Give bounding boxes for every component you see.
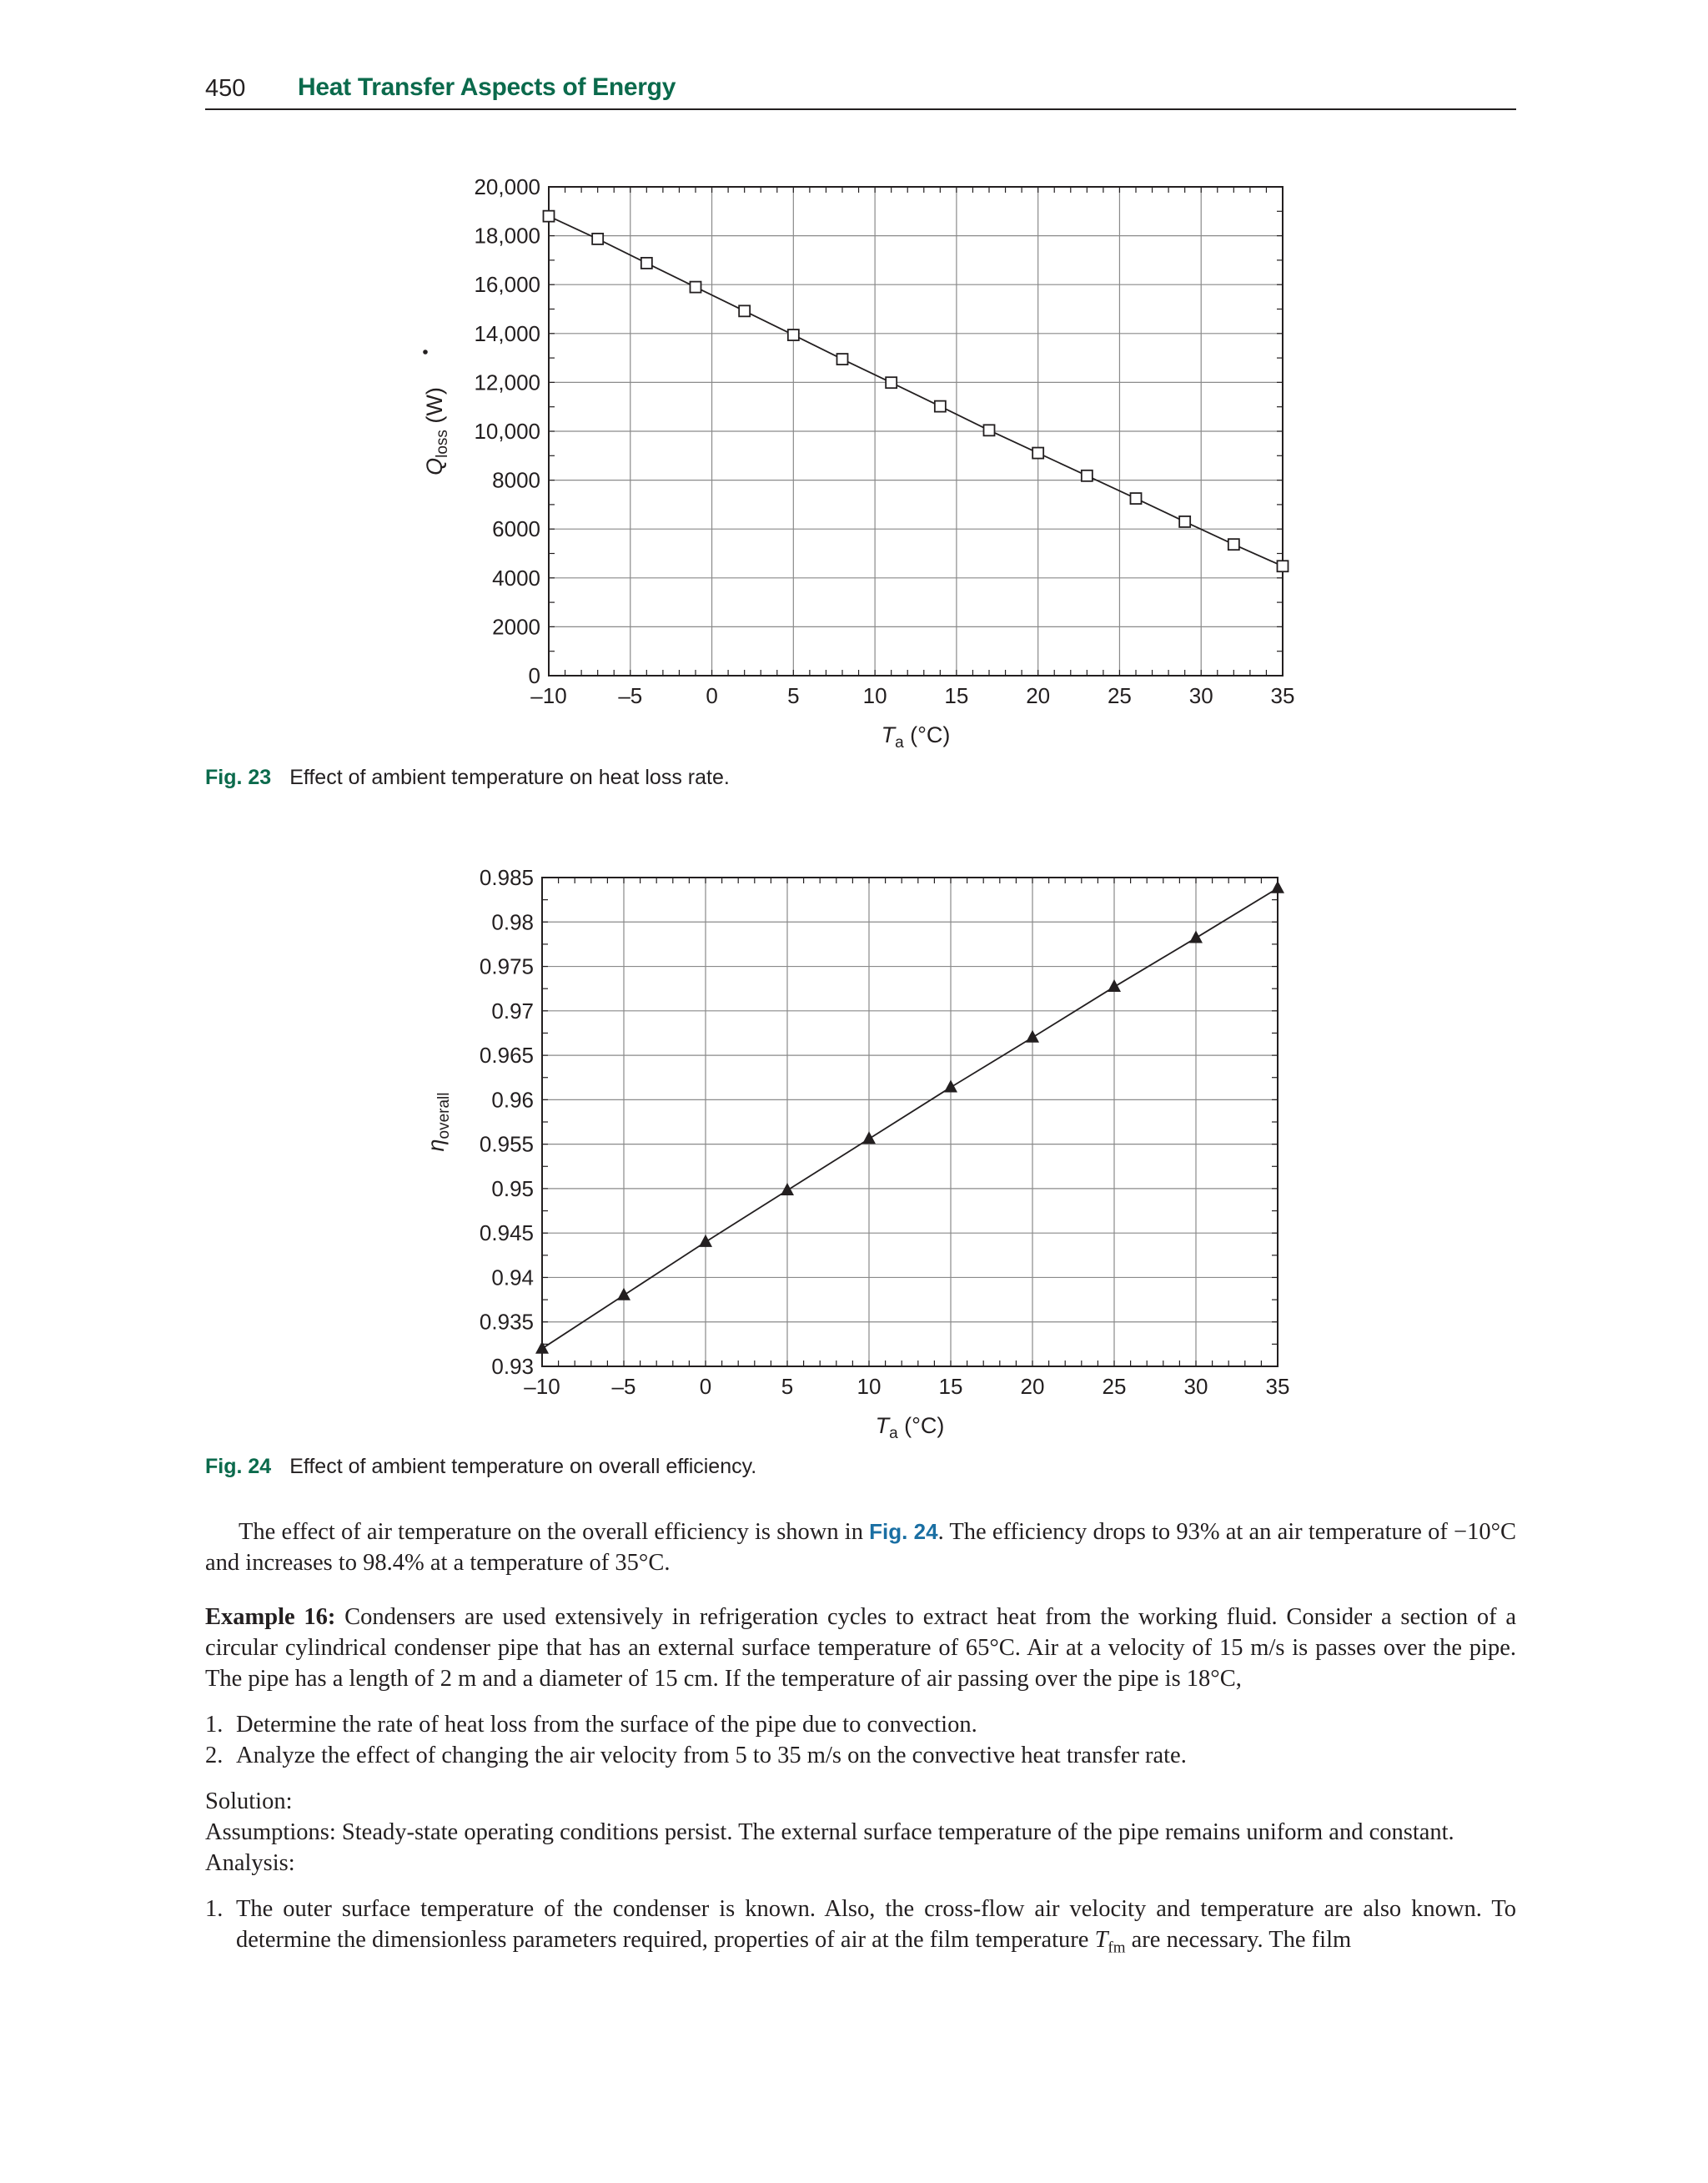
x-tick-label: 30 <box>1183 1374 1208 1399</box>
y-tick-label: 0.95 <box>491 1175 534 1201</box>
question-list <box>205 1709 1516 1771</box>
data-point-square <box>691 282 701 293</box>
data-point-triangle <box>862 1131 876 1144</box>
q-dot-accent <box>423 350 428 355</box>
y-axis-title: $\eta_{overall}$ <box>424 1092 453 1152</box>
x-axis-title: $T_a$ (°C) <box>881 722 951 752</box>
data-point-square <box>544 211 555 222</box>
x-tick-label: 20 <box>1026 683 1051 708</box>
y-tick-label: 0.98 <box>491 909 534 935</box>
paragraph-text: The effect of air temperature on the overall efficiency is shown in <box>239 1519 870 1545</box>
efficiency-chart <box>0 834 1708 1442</box>
data-point-triangle <box>699 1235 712 1247</box>
data-point-square <box>935 401 946 412</box>
data-point-square <box>788 329 799 340</box>
x-tick-label: 30 <box>1188 683 1213 708</box>
list-text: are necessary. The film <box>1125 1927 1352 1953</box>
data-point-square <box>1032 448 1043 459</box>
x-tick-label: 15 <box>938 1374 963 1399</box>
x-tick-label: 10 <box>857 1374 882 1399</box>
data-point-triangle <box>781 1183 794 1195</box>
x-tick-label: 35 <box>1265 1374 1290 1399</box>
analysis-heading: Analysis: <box>205 1850 295 1876</box>
x-axis-title: $T_a$ (°C) <box>875 1413 945 1442</box>
x-tick-label: –5 <box>611 1374 636 1399</box>
data-point-square <box>592 234 603 244</box>
y-tick-label: 18,000 <box>474 223 540 249</box>
y-tick-label: 0.975 <box>479 953 534 979</box>
figure-23-label: Fig. 23 <box>205 766 272 789</box>
y-tick-label: 0.97 <box>491 998 534 1024</box>
x-tick-label: 25 <box>1107 683 1132 708</box>
x-tick-label: 15 <box>944 683 969 708</box>
y-tick-label: 12,000 <box>474 370 540 395</box>
y-tick-label: 4000 <box>492 565 540 591</box>
figure-24-text: Effect of ambient temperature on overall efficiency. <box>289 1455 757 1478</box>
figure-23-caption <box>205 766 730 790</box>
y-tick-label: 16,000 <box>474 272 540 298</box>
data-point-square <box>886 377 897 388</box>
example-text: Condensers are used extensively in refrigeration cycles to extract heat from the working fluid. Consider a section of a circular cylindrical condenser pipe that has an external surface temperature of 65°C. Air at a velocity of 15 m/s is passes over the pipe. The pipe has a length of 2 m and a diameter of 15 cm. If the temperature of air passing over the pipe is 18°C, <box>205 1604 1516 1692</box>
data-point-triangle <box>1026 1030 1039 1043</box>
example-label: Example 16: <box>205 1604 336 1630</box>
data-point-triangle <box>1189 930 1203 943</box>
x-tick-label: 25 <box>1102 1374 1127 1399</box>
data-point-triangle <box>1108 979 1121 992</box>
body-text <box>205 1517 1516 1964</box>
data-point-square <box>837 354 848 365</box>
data-point-square <box>1228 539 1239 550</box>
x-tick-label: 20 <box>1020 1374 1045 1399</box>
example-16-paragraph <box>205 1602 1516 1694</box>
data-point-triangle <box>1271 881 1284 893</box>
list-text: The outer surface temperature of the condenser is known. Also, the cross-flow air velocity and temperature are also known. To determine the dimensionless parameters required, properties of air at the film temperature <box>236 1896 1516 1953</box>
data-point-square <box>641 258 652 269</box>
y-tick-label: 0.945 <box>479 1220 534 1246</box>
figure-24-caption <box>205 1455 756 1479</box>
x-tick-label: –10 <box>524 1374 560 1399</box>
y-tick-label: 0.93 <box>491 1354 534 1379</box>
film-temperature-symbol: T <box>1094 1927 1108 1953</box>
list-item <box>205 1894 1516 1964</box>
series-line <box>542 888 1278 1349</box>
y-axis-title: $Q_{loss}$ (W) <box>422 387 451 475</box>
solution-heading: Solution: <box>205 1788 293 1814</box>
y-tick-label: 14,000 <box>474 320 540 346</box>
y-tick-label: 0.955 <box>479 1131 534 1157</box>
x-tick-label: 0 <box>706 683 718 708</box>
figure-24-label: Fig. 24 <box>205 1455 272 1478</box>
data-point-triangle <box>617 1288 630 1300</box>
list-item <box>205 1709 1516 1740</box>
y-tick-label: 0.96 <box>491 1087 534 1113</box>
x-tick-label: 5 <box>781 1374 794 1399</box>
list-number: 2. <box>205 1743 224 1768</box>
x-tick-label: 0 <box>699 1374 712 1399</box>
paragraph-text: . The efficiency drops to 93% at an air temperature of −10°C and increases to 98.4% at a temperature of 35°C. <box>205 1519 1516 1576</box>
data-point-triangle <box>944 1079 957 1092</box>
y-tick-label: 0.965 <box>479 1043 534 1069</box>
efficiency-paragraph <box>205 1517 1516 1578</box>
data-point-square <box>984 425 995 435</box>
data-point-square <box>1131 493 1142 504</box>
x-tick-label: 10 <box>862 683 887 708</box>
analysis-list <box>205 1894 1516 1964</box>
y-tick-label: 8000 <box>492 467 540 493</box>
data-point-square <box>1179 516 1190 527</box>
data-point-square <box>1082 470 1093 481</box>
x-tick-label: 5 <box>787 683 800 708</box>
y-tick-label: 20,000 <box>474 174 540 199</box>
data-point-triangle <box>535 1341 549 1354</box>
x-tick-label: –10 <box>530 683 567 708</box>
plot-frame <box>542 878 1278 1366</box>
y-tick-label: 0.985 <box>479 865 534 890</box>
list-number: 1. <box>205 1896 224 1922</box>
figure-23-text: Effect of ambient temperature on heat loss rate. <box>289 766 730 789</box>
y-tick-label: 0 <box>528 663 540 688</box>
list-number: 1. <box>205 1712 224 1738</box>
y-tick-label: 6000 <box>492 516 540 542</box>
list-text: Determine the rate of heat loss from the surface of the pipe due to convection. <box>236 1712 977 1738</box>
figure-24-link[interactable]: Fig. 24 <box>869 1519 938 1544</box>
y-tick-label: 0.935 <box>479 1309 534 1335</box>
y-tick-label: 0.94 <box>491 1265 534 1290</box>
heat-loss-chart <box>0 0 1708 752</box>
film-temperature-subscript: fm <box>1108 1939 1126 1957</box>
x-tick-label: –5 <box>618 683 643 708</box>
series-line <box>549 216 1283 566</box>
x-tick-label: 35 <box>1270 683 1295 708</box>
y-tick-label: 2000 <box>492 614 540 640</box>
running-title: Heat Transfer Aspects of Energy <box>298 73 676 101</box>
list-text: Analyze the effect of changing the air velocity from 5 to 35 m/s on the convective heat transfer rate. <box>236 1743 1187 1768</box>
list-item <box>205 1740 1516 1771</box>
page-number: 450 <box>205 75 246 102</box>
y-tick-label: 10,000 <box>474 419 540 444</box>
assumptions-paragraph: Assumptions: Steady-state operating conditions persist. The external surface temperature of the pipe remains uniform and constant. <box>205 1819 1454 1845</box>
data-point-square <box>1278 561 1289 571</box>
data-point-square <box>739 305 750 316</box>
